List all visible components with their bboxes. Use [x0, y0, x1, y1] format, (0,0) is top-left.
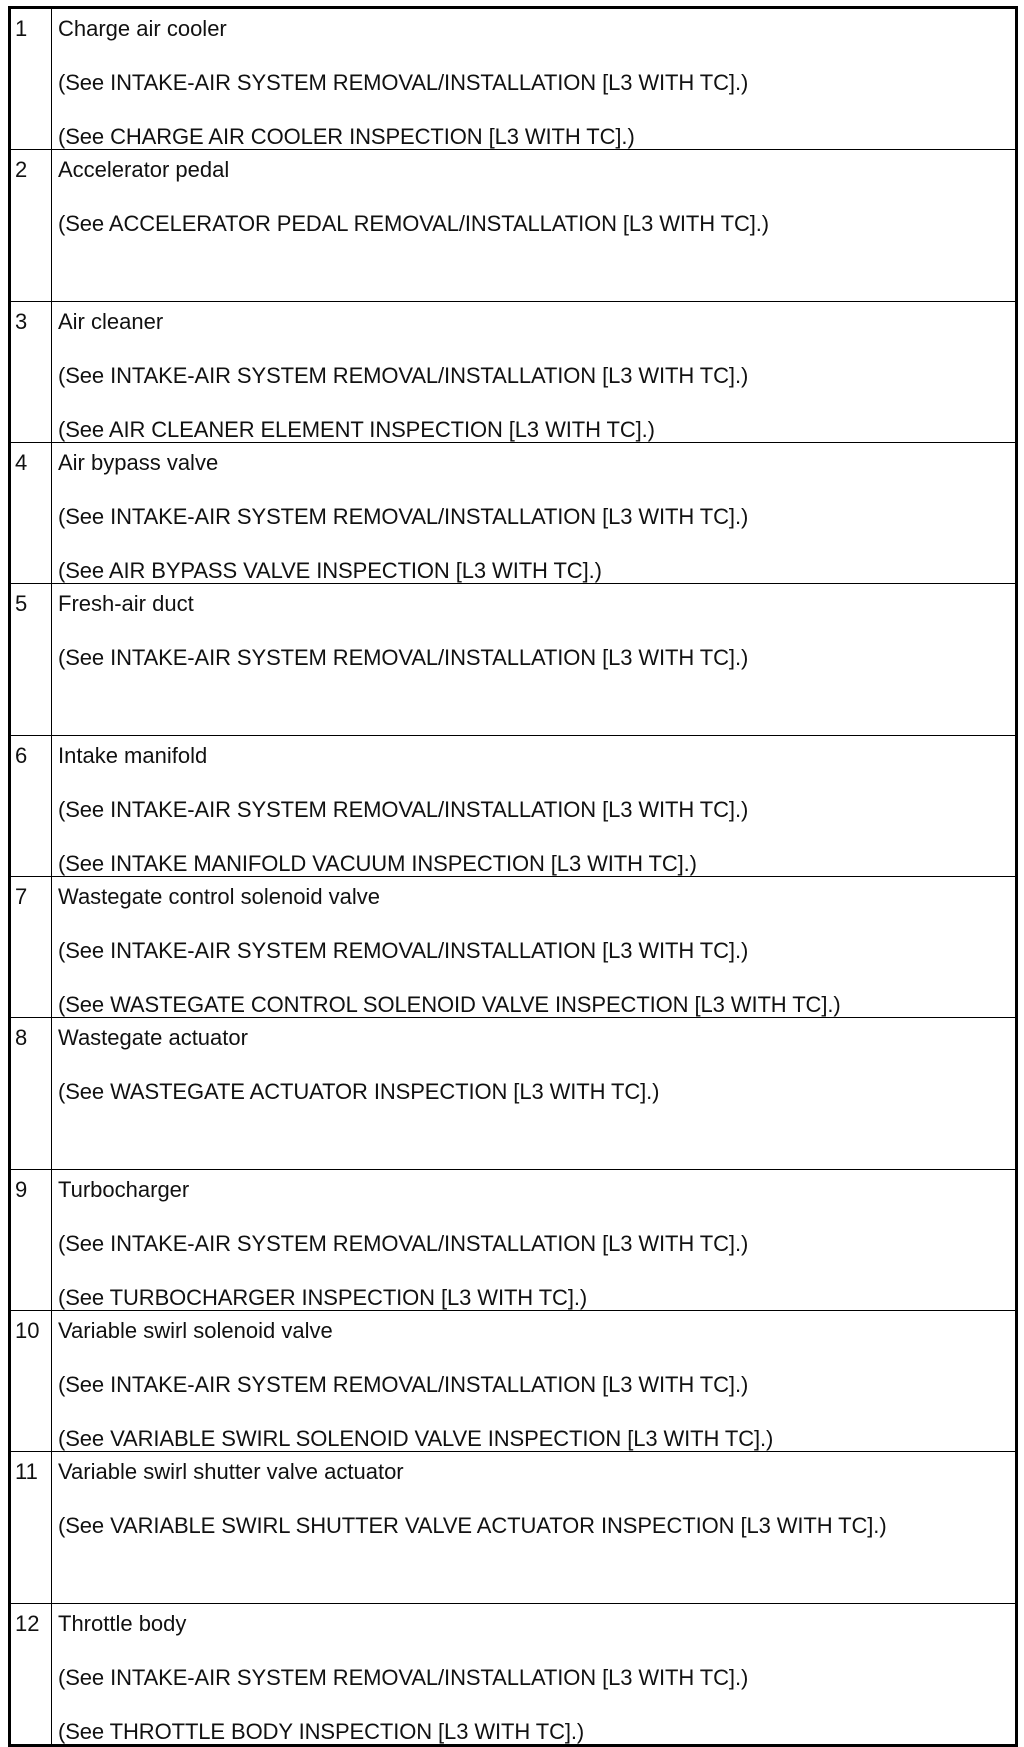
reference-link[interactable]: (See INTAKE-AIR SYSTEM REMOVAL/INSTALLATION [L3 WITH TC].): [58, 645, 749, 670]
reference-link[interactable]: (See AIR BYPASS VALVE INSPECTION [L3 WITH TC].): [58, 558, 602, 583]
component-number: 11: [10, 1452, 52, 1604]
component-name: Wastegate actuator: [58, 1025, 248, 1050]
component-cell: [52, 1170, 1017, 1311]
table-row: [10, 584, 1017, 736]
component-number: 7: [10, 877, 52, 1018]
component-cell: [52, 736, 1017, 877]
table-row: [10, 302, 1017, 443]
table-row: [10, 150, 1017, 302]
reference-link[interactable]: (See WASTEGATE CONTROL SOLENOID VALVE INSPECTION [L3 WITH TC].): [58, 992, 841, 1017]
reference-link[interactable]: (See VARIABLE SWIRL SHUTTER VALVE ACTUATOR INSPECTION [L3 WITH TC].): [58, 1513, 887, 1538]
component-name: Fresh-air duct: [58, 591, 194, 616]
component-number: 4: [10, 443, 52, 584]
component-cell: [52, 1452, 1017, 1604]
reference-link[interactable]: (See AIR CLEANER ELEMENT INSPECTION [L3 WITH TC].): [58, 417, 655, 442]
table-row: [10, 1452, 1017, 1604]
component-number: 12: [10, 1604, 52, 1746]
reference-link[interactable]: (See INTAKE-AIR SYSTEM REMOVAL/INSTALLATION [L3 WITH TC].): [58, 504, 749, 529]
reference-link[interactable]: (See VARIABLE SWIRL SOLENOID VALVE INSPECTION [L3 WITH TC].): [58, 1426, 774, 1451]
reference-link[interactable]: (See INTAKE-AIR SYSTEM REMOVAL/INSTALLATION [L3 WITH TC].): [58, 1372, 749, 1397]
component-number: 5: [10, 584, 52, 736]
component-number: 10: [10, 1311, 52, 1452]
table-row: [10, 877, 1017, 1018]
component-number: 8: [10, 1018, 52, 1170]
component-name: Turbocharger: [58, 1177, 190, 1202]
table-row: [10, 1170, 1017, 1311]
component-name: Air cleaner: [58, 309, 164, 334]
component-cell: [52, 150, 1017, 302]
component-cell: [52, 8, 1017, 150]
component-number: 3: [10, 302, 52, 443]
component-number: 2: [10, 150, 52, 302]
component-number: 1: [10, 8, 52, 150]
reference-link[interactable]: (See THROTTLE BODY INSPECTION [L3 WITH TC].): [58, 1719, 585, 1744]
reference-link[interactable]: (See INTAKE-AIR SYSTEM REMOVAL/INSTALLATION [L3 WITH TC].): [58, 70, 749, 95]
component-cell: [52, 1018, 1017, 1170]
reference-link[interactable]: (See INTAKE-AIR SYSTEM REMOVAL/INSTALLATION [L3 WITH TC].): [58, 1665, 749, 1690]
component-cell: [52, 584, 1017, 736]
table-row: [10, 8, 1017, 150]
reference-link[interactable]: (See INTAKE-AIR SYSTEM REMOVAL/INSTALLATION [L3 WITH TC].): [58, 363, 749, 388]
reference-link[interactable]: (See TURBOCHARGER INSPECTION [L3 WITH TC].): [58, 1285, 588, 1310]
component-name: Intake manifold: [58, 743, 208, 768]
table-row: [10, 736, 1017, 877]
reference-link[interactable]: (See WASTEGATE ACTUATOR INSPECTION [L3 WITH TC].): [58, 1079, 660, 1104]
component-name: Wastegate control solenoid valve: [58, 884, 381, 909]
component-name: Throttle body: [58, 1611, 187, 1636]
component-number: 9: [10, 1170, 52, 1311]
component-number: 6: [10, 736, 52, 877]
component-cell: [52, 302, 1017, 443]
table-row: [10, 1018, 1017, 1170]
component-name: Variable swirl solenoid valve: [58, 1318, 333, 1343]
component-name: Air bypass valve: [58, 450, 219, 475]
reference-link[interactable]: (See ACCELERATOR PEDAL REMOVAL/INSTALLATION [L3 WITH TC].): [58, 211, 770, 236]
reference-link[interactable]: (See INTAKE-AIR SYSTEM REMOVAL/INSTALLATION [L3 WITH TC].): [58, 797, 749, 822]
reference-link[interactable]: (See INTAKE-AIR SYSTEM REMOVAL/INSTALLATION [L3 WITH TC].): [58, 938, 749, 963]
component-name: Charge air cooler: [58, 16, 227, 41]
component-name: Variable swirl shutter valve actuator: [58, 1459, 404, 1484]
reference-link[interactable]: (See INTAKE-AIR SYSTEM REMOVAL/INSTALLATION [L3 WITH TC].): [58, 1231, 749, 1256]
component-cell: [52, 877, 1017, 1018]
component-cell: [52, 443, 1017, 584]
reference-link[interactable]: (See INTAKE MANIFOLD VACUUM INSPECTION [L3 WITH TC].): [58, 851, 697, 876]
reference-link[interactable]: (See CHARGE AIR COOLER INSPECTION [L3 WITH TC].): [58, 124, 635, 149]
component-reference-table: [8, 6, 1018, 1747]
component-name: Accelerator pedal: [58, 157, 230, 182]
table-row: [10, 1311, 1017, 1452]
component-cell: [52, 1604, 1017, 1746]
table-row: [10, 443, 1017, 584]
component-cell: [52, 1311, 1017, 1452]
table-row: [10, 1604, 1017, 1746]
